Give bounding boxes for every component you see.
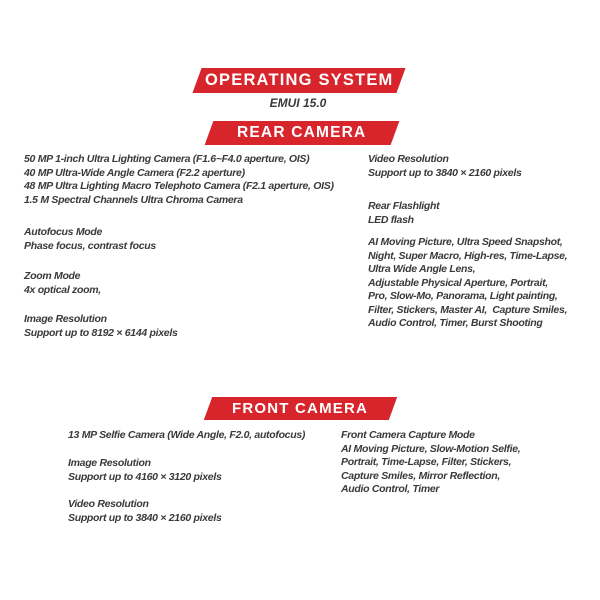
- rear-capture-modes-line-6: Filter, Stickers, Master AI, Capture Smiles,: [368, 303, 568, 316]
- rear-capture-modes-line-5: Pro, Slow-Mo, Panorama, Light painting,: [368, 290, 558, 302]
- rear-video-resolution-heading: Video Resolution: [368, 153, 449, 165]
- rear-capture-modes-line-4: Adjustable Physical Aperture, Portrait,: [368, 276, 548, 289]
- rear-zoom-heading: Zoom Mode: [24, 270, 81, 282]
- front-capture-modes-line-3: Capture Smiles, Mirror Reflection,: [341, 469, 501, 482]
- rear-flashlight-value: LED flash: [368, 213, 414, 226]
- rear-capture-modes-line-3: Ultra Wide Angle Lens,: [368, 263, 476, 275]
- front-image-resolution-value: Support up to 4160 × 3120 pixels: [68, 470, 222, 483]
- rear-zoom-value: 4x optical zoom,: [24, 283, 101, 296]
- front-camera-banner-label: FRONT CAMERA: [232, 400, 369, 417]
- rear-capture-modes-line-2: Night, Super Macro, High-res, Time-Lapse,: [368, 249, 568, 262]
- rear-lens-line-4: 1.5 M Spectral Channels Ultra Chroma Camera: [24, 193, 243, 206]
- rear-flashlight-heading: Rear Flashlight: [368, 200, 440, 212]
- front-image-resolution-block: [68, 457, 222, 484]
- rear-capture-modes-line-7: Audio Control, Timer, Burst Shooting: [368, 317, 543, 329]
- rear-flashlight-block: [368, 200, 439, 227]
- front-lens-block: [68, 429, 305, 443]
- front-video-resolution-value: Support up to 3840 × 2160 pixels: [68, 511, 222, 524]
- front-capture-modes-block: [341, 429, 520, 497]
- rear-autofocus-block: [24, 226, 156, 253]
- front-image-resolution-heading: Image Resolution: [68, 457, 151, 469]
- rear-autofocus-heading: Autofocus Mode: [24, 226, 103, 238]
- front-video-resolution-block: [68, 498, 222, 525]
- rear-lens-line-1: 50 MP 1-inch Ultra Lighting Camera (F1.6~F4.0 aperture, OIS): [24, 153, 310, 165]
- front-capture-modes-heading: Front Camera Capture Mode: [341, 429, 475, 441]
- rear-image-resolution-value: Support up to 8192 × 6144 pixels: [24, 326, 178, 339]
- front-capture-modes-line-2: Portrait, Time-Lapse, Filter, Stickers,: [341, 456, 512, 468]
- rear-camera-banner-label: REAR CAMERA: [237, 124, 367, 141]
- rear-autofocus-value: Phase focus, contrast focus: [24, 239, 156, 252]
- operating-system-banner-label: OPERATING SYSTEM: [204, 71, 394, 89]
- front-video-resolution-heading: Video Resolution: [68, 498, 149, 510]
- rear-camera-banner: [205, 121, 400, 145]
- os-version: EMUI 15.0: [269, 96, 327, 110]
- rear-image-resolution-block: [24, 313, 178, 340]
- rear-lens-line-2: 40 MP Ultra-Wide Angle Camera (F2.2 aperture): [24, 166, 245, 179]
- front-lens-line: 13 MP Selfie Camera (Wide Angle, F2.0, autofocus): [68, 429, 306, 441]
- rear-video-resolution-value: Support up to 3840 × 2160 pixels: [368, 166, 522, 179]
- rear-capture-modes-line-1: AI Moving Picture, Ultra Speed Snapshot,: [368, 236, 563, 248]
- rear-zoom-block: [24, 270, 101, 297]
- rear-image-resolution-heading: Image Resolution: [24, 313, 107, 325]
- operating-system-banner: [192, 68, 405, 93]
- front-capture-modes-line-1: AI Moving Picture, Slow-Motion Selfie,: [341, 442, 521, 455]
- rear-capture-modes-list: [368, 236, 567, 331]
- rear-lens-line-3: 48 MP Ultra Lighting Macro Telephoto Camera (F2.1 aperture, OIS): [24, 180, 334, 192]
- front-capture-modes-line-4: Audio Control, Timer: [341, 483, 440, 495]
- front-camera-banner: [204, 397, 397, 420]
- rear-video-resolution-block: [368, 153, 522, 180]
- rear-lens-list: [24, 153, 334, 207]
